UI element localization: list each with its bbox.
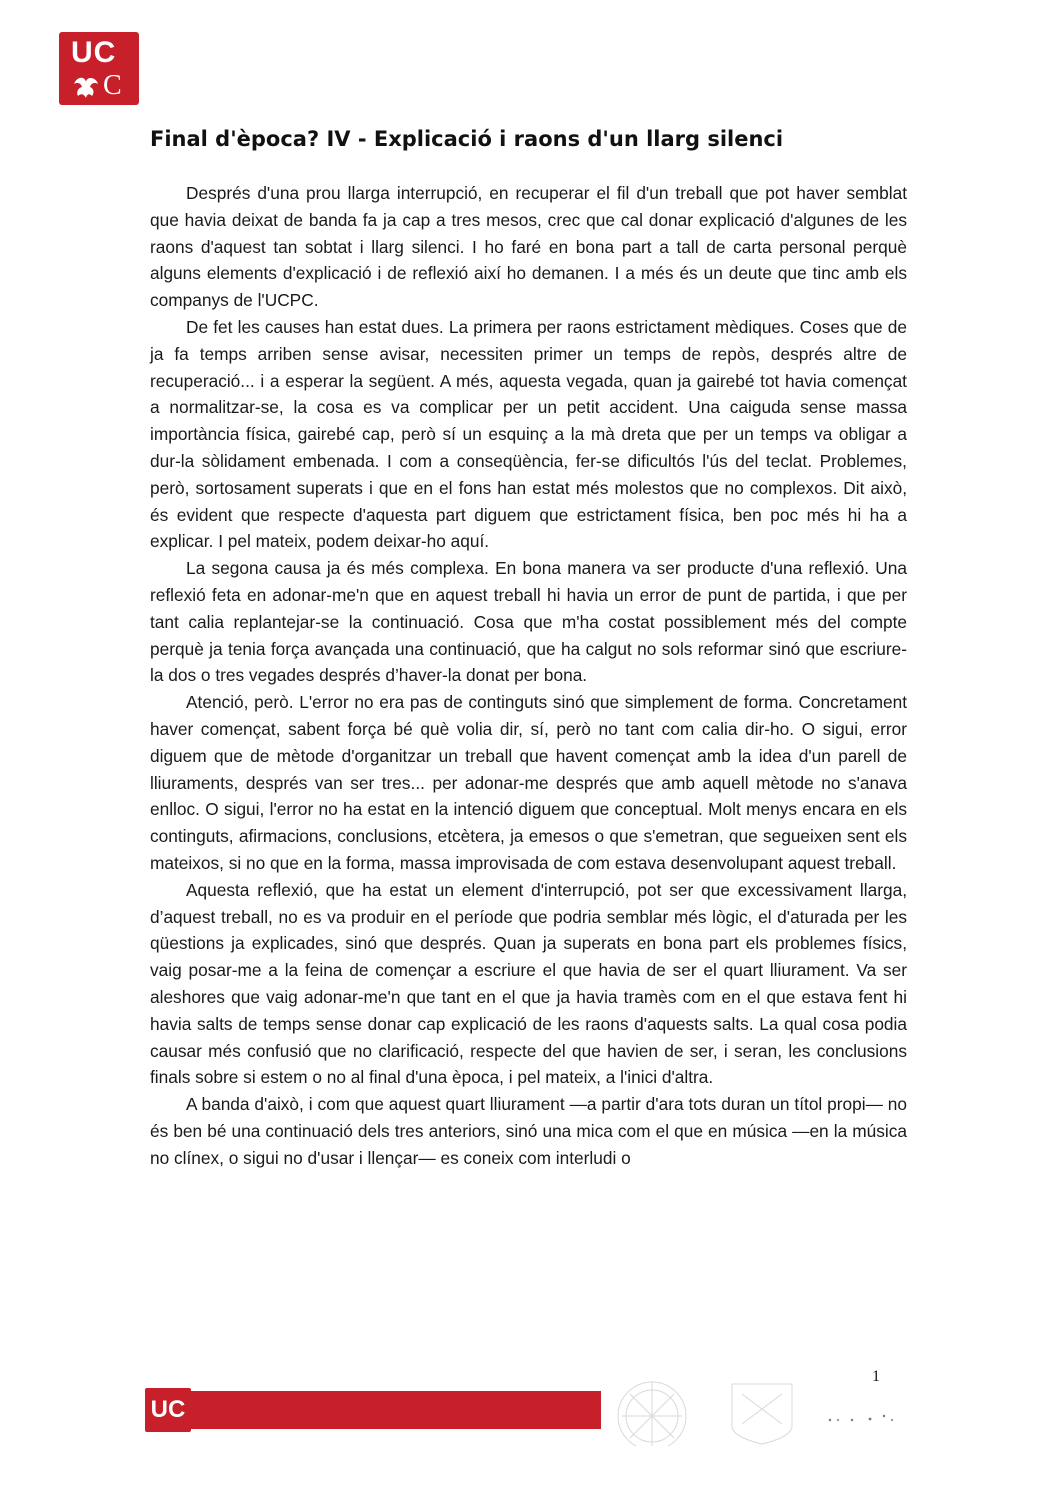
paragraph: Atenció, però. L'error no era pas de continguts sinó que simplement de forma. Concretament haver començat, sabent força bé què volia dir, sí, però no tant com calia dir-ho. O sigui, error diguem que de mètode d'organitzar un treball que havent començat amb la idea d'un parell de lliuraments, després van ser tres... per adonar-me després que amb aquell mètode no s'anava enlloc. O sigui, l'error no ha estat en la intenció diguem que conceptual. Molt menys encara en els continguts, afirmacions, conclusions, etcètera, ja emesos o que s'emetran, que segueixen sent els mateixos, si no que en la forma, massa improvisada de com estava desenvolupant aquest treball. — [150, 692, 907, 873]
paragraph: Aquesta reflexió, que ha estat un element d'interrupció, pot ser que excessivament llarga, d’aquest treball, no es va produir en el període que podria semblar més lògic, el d'aturada per les qüestions ja explicades, sinó que després. Quan ja superats en bona part els problemes físics, vaig posar-me a la feina de començar a escriure el que havia de ser el quart lliurament. Va ser aleshores que vaig adonar-me'n que tant en el que ja havia tramès com en el que estava fent hi havia salts de temps sense donar cap explicació de les raons d'aquests salts. La qual cosa podia causar més confusió que no clarificació, respecte del que havien de ser, i seran, les conclusions finals sobre si estem o no al final d'una època, i pel mateix, a l'inici d'altra. — [150, 879, 907, 1088]
logo-bottom-text: C — [103, 70, 122, 101]
logo-top-text: UC — [71, 36, 117, 69]
document-body — [150, 180, 907, 1171]
footer-watermark-icon — [612, 1376, 822, 1446]
footer-decoration-icon — [826, 1412, 896, 1424]
paragraph: Després d'una prou llarga interrupció, en recuperar el fil d'un treball que pot haver semblat que havia deixat de banda fa ja cap a tres mesos, crec que cal donar explicació d'algunes de les raons d'aquest tan sobtat i llarg silenci. I ho faré en bona part a tall de carta personal perquè alguns elements d'explicació i de reflexió així ho demanen. I a més és un deute que tinc amb els companys de l'UCPC. — [150, 183, 907, 311]
footer-bar — [191, 1391, 601, 1429]
paragraph: A banda d'això, i com que aquest quart lliurament —a partir d'ara tots duran un títol propi— no és ben bé una continuació dels tres anteriors, sinó una mica com el que en música —en la música no clínex, o sigui no d'usar i llençar— es coneix com interludi o — [150, 1094, 907, 1168]
footer-logo: UC — [145, 1388, 191, 1432]
document-title: Final d'època? IV - Explicació i raons d'un llarg silenci — [150, 127, 784, 151]
logo-emblem-icon — [71, 74, 101, 100]
ucpc-logo — [59, 32, 139, 105]
paragraph: De fet les causes han estat dues. La primera per raons estrictament mèdiques. Coses que de ja fa temps arriben sense avisar, necessiten primer un temps de repòs, després altre de recuperació... i a esperar la següent. A més, aquesta vegada, quan ja gairebé tot havia començat a normalitzar-se, la cosa es va complicar per un petit accident. Una caiguda sense massa importància física, gairebé cap, però sí un esquinç a la mà dreta que per un temps va obligar a dur-la sòlidament embenada. I com a conseqüència, fer-se dificultós l'ús del teclat. Problemes, però, sortosament superats i que en el fons han estat més molestos que no complexos. Dit això, és evident que respecte d'aquesta part diguem que estrictament física, ben poc més hi ha a explicar. I pel mateix, podem deixar-ho aquí. — [150, 316, 907, 552]
paragraph: La segona causa ja és més complexa. En bona manera va ser producte d'una reflexió. Una reflexió feta en adonar-me'n que en aquest treball hi havia un error de punt de partida, i que per tant calia replantejar-se la continuació. Cosa que m'ha costat possiblement més del compte perquè ja tenia força avançada una continuació, que ha calgut no sols reformar sinó que escriure-la dos o tres vegades després d’haver-la donat per bona. — [150, 558, 907, 686]
page-number: 1 — [872, 1368, 880, 1385]
